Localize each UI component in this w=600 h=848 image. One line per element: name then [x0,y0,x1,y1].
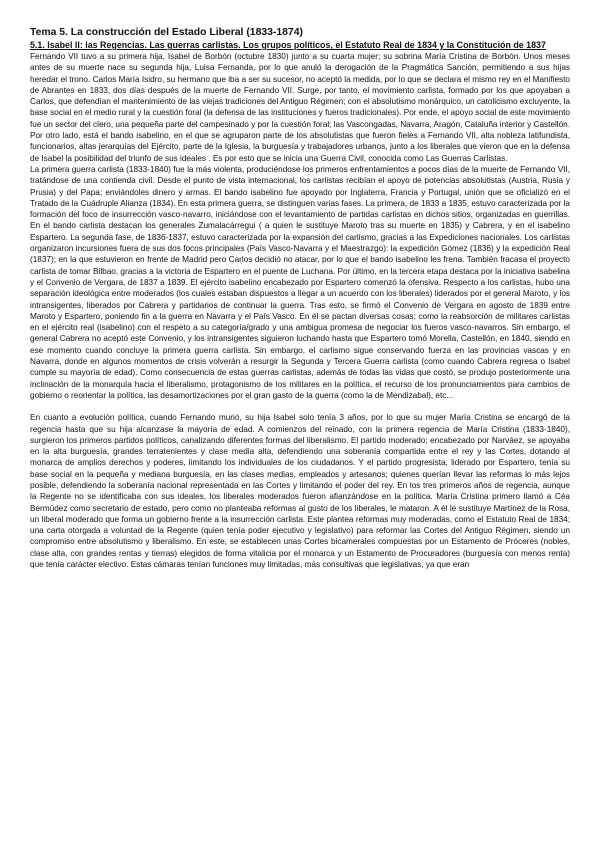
paragraph-political-evolution: En cuanto a evolución política, cuando Fernando murió, su hija Isabel solo tenía 3 años, por lo que su mujer María Cristina se encargó de la regencia hasta que su hija alcanzase la mayoría de edad. A comienzos del reinado, con la primera regencia de María Cristina (1833-1840), surgieron los primeros partidos políticos, canalizando diferentes formas del liberalismo. El partido moderado; encabezado por Narváez, se apoyaba en la alta burguesía, grandes terratenientes y clase media alta, defendiendo una soberanía compartida entre el rey y las Cortes, dotando al monarca de amplios derechos y poderes, limitando los individuales de los ciudadanos. Y el partido progresista, liderado por Espartero, tenía su base social en la pequeña y mediana burguesía, en las clases medias, empleados y artesanos; quienes querían llevar las reformas lo más lejos posible, defendiendo la soberanía nacional representada en las Cortes y limitando el poder del rey. En los tres primeros años de regencia, aunque la Regente no se identificaba con sus ideales, los liberales moderados fueron afianzándose en la política. María Cristina primero llamó a Céa Bermúdez como secretario de estado, pero como no planteaba reformas al gusto de los liberales, le mataron. A él le sustituye Martínez de la Rosa, un liberal moderado que forma un gobierno frente a la insurrección carlista. Este plantea reformas muy moderadas, como el Estatuto Real de 1834; una carta otorgada a voluntad de la Regente (quien tenía poder ejecutivo y legislativo) para reformar las Cortes del Antiguo Régimen, siendo un compromiso entre absolutismo y liberalismo. En este, se establecen unas Cortes bicamerales compuestas por un Estamento de Próceres (nobles, clase alta, con grandes rentas y tierras) elegidos de forma vitalicia por el monarca y un Estamento de Procuradores (burguesía con menos renta) que tenía carácter electivo. Estas cámaras tenían funciones muy limitadas, más consultivas que legislativas, ya que eran [30,413,570,570]
section-subtitle: 5.1. Isabel II: las Regencias. Las guerras carlistas. Los grupos políticos, el Estatuto Real de 1834 y la Constitución de 1837 [30,40,546,50]
paragraph-succession: Fernando VII tuvo a su primera hija, Isabel de Borbón (octubre 1830) junto a su cuarta mujer; su sobrina María Cristina de Borbón. Unos meses antes de su muerte nace su segunda hija, Luisa Fernanda, por lo que anuló la derogación de la Pragmática Sanción, permitiendo a sus hijas heredar el trono. Carlos María Isidro, su hermano que iba a ser su sucesor, no aceptó la medida, por lo que se declara el mismo rey en el Manifiesto de Abrantes en 1833, dos días después de la muerte de Fernando VII. Surge, por tanto, el movimiento carlista, formado por los que apoyaban a Carlos, que defendían el mantenimiento de las viejas tradiciones del Antiguo Régimen; con el absolutismo monárquico, un catolicismo excluyente, la base social en el medio rural y la cuestión foral (la defensa de las instituciones y fueros tradicionales). Por ende, el apoyo social de este movimiento fue un sector del clero, una pequeña parte del campesinado y por la cuestión foral; las Vascongadas, Navarra, Aragón, Cataluña interior y Castellón. Por otro lado, está el bando isabelino, en el que se agruparon parte de los absolutistas que fueron fieles a Fernando VII, alta nobleza latifundista, funcionarios, altas jerarquías del Ejército, parte de la Iglesia, la burguesía y trabajadores urbanos, junto a los liberales que vieron que en la defensa de Isabel la posibilidad del triunfo de sus ideales . Es por esto que se inicia una Guerra Civil, conocida como Las Guerras Carlistas. [30,52,570,163]
paragraph-first-carlist-war: La primera guerra carlista (1833-1840) fue la más violenta, produciéndose los primeros enfrentamientos a pocos días de la muerte de Fernando VII, tratándose de una contienda civil. Desde el punto de vista internacional, los carlistas recibían el apoyo de potencias absolutistas (Austria, Rusia y Prusia) y del Papa; enviándoles dinero y armas. El bando isabelino fue apoyado por Inglaterra, Francia y Portugal, unión que se oficializó en el Tratado de la Cuádruple Alianza (1834). En esta primera guerra, se distinguen varias fases. La primera, de 1833 a 1835, estuvo caracterizada por la formación del foco de insurrección vasco-navarro, iniciándose con el levantamiento de partidas carlistas en dichos sitios, organizadas en guerrillas. En el bando carlista destacan los generales Zumalacárregui ( a quien le sustituye Maroto tras su muerte en 1835) y Cabrera, y en el isabelino Espartero. La segunda fase, de 1836-1837, estuvo caracterizada por la expansión del carlismo, gracias a las Expediciones nacionales. Los carlistas organizaron incursiones fuera de sus dos focos principales (País Vasco-Navarra y el Maestrazgo): la expedición Gómez (1836) y la expedición Real (1837); en la que estuvieron en frente de Madrid pero Carlos decidió no atacar, por lo que el bando isabelino les frena. También fracasa el proyecto carlista de tomar Bilbao, gracias a la victoria de Espartero en el puente de Luchana. Por último, en la tercera etapa destaca por la iniciativa isabelina y el Convenio de Vergara, de 1837 a 1839. El ejército isabelino encabezado por Espartero comenzó la ofensiva. Respecto a los carlistas, hubo una separación ideológica entre moderados (los cuales estaban dispuestos a llegar a un acuerdo con los liberales) liderados por el general Maroto, y los intransigentes, liberados por Cabrera y partidarios de continuar la guerra. Tras esto, se firmó el Convenio de Vergara en agosto de 1839 entre Maroto y Espartero, poniendo fin a la guerra en Navarra y el País Vasco. En él se pactan diversas cosas; como la reabsorción de militares carlistas en el ejército real (isabelino) con el respeto a su categoría/grado y una ambigua promesa de negociar los fueros vasco-navarros. Sin embargo, el general Cabrera no aceptó este Convenio, y los intransigentes siguieron luchando hasta que Espartero tomó Morella, Castellón, en 1840, siendo en ese momento cuando concluye la primera guerra carlista. Sin embargo, el carlismo sigue conservando fuerza en las provincias vascas y en Navarra, donde en algunos momentos de crisis volverán a resurgir la Segunda y Tercera Guerra carlista (como cuando Cabrera regresa o Isabel cumple su mayoría de edad). Como consecuencia de estas guerras carlistas, además de todas las vidas que costó, se produjo posteriormente una inclinación de la monarquía hacia el liberalismo, protagonismo de los militares en la política, el recurso de los pronunciamientos para cambios de gobierno o reorientar la política, las desamortizaciones por el gran gasto de la guerra (como la de Mendizabal), etc... [30,164,570,400]
paragraph-gap [30,401,570,412]
document-title: Tema 5. La construcción del Estado Liberal (1833-1874) [30,27,303,38]
